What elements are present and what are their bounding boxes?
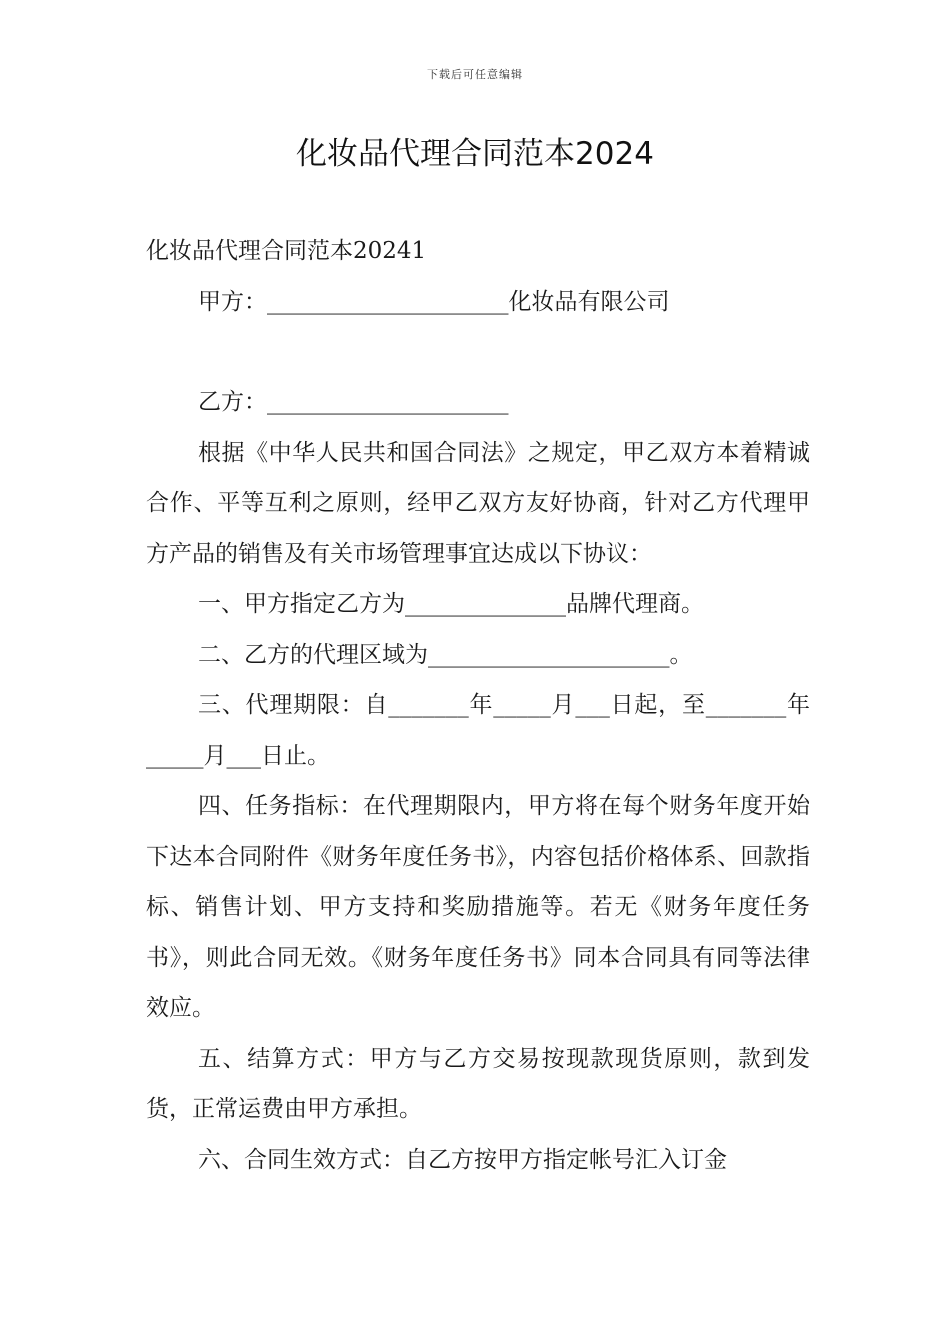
party-a-line: 甲方：_____________________化妆品有限公司 [198, 288, 670, 315]
clause-5: 五、结算方式：甲方与乙方交易按现款现货原则，款到发货，正常运费由甲方承担。 [146, 1045, 810, 1122]
document-title: 化妆品代理合同范本2024 [296, 136, 654, 172]
clause-2: 二、乙方的代理区域为_____________________。 [198, 641, 693, 668]
party-b-line: 乙方：_____________________ [198, 389, 509, 415]
preamble-paragraph: 根据《中华人民共和国合同法》之规定，甲乙双方本着精诚合作、平等互利之原则，经甲乙双方友好协商，针对乙方代理甲方产品的销售及有关市场管理事宜达成以下协议： [146, 439, 810, 567]
clause-1: 一、甲方指定乙方为______________品牌代理商。 [198, 591, 704, 617]
clause-6: 六、合同生效方式：自乙方按甲方指定帐号汇入订金 [198, 1146, 727, 1173]
clause-4: 四、任务指标：在代理期限内，甲方将在每个财务年度开始下达本合同附件《财务年度任务书》，内容包括价格体系、回款指标、销售计划、甲方支持和奖励措施等。若无《财务年度任务书》，则此合同无效。《财务年度任务书》同本合同具有同等法律效应。 [146, 793, 810, 1021]
subtitle-paragraph: 化妆品代理合同范本20241 [146, 238, 427, 264]
clause-3: 三、代理期限：自_______年_____月___日起，至_______年_____月___日止。 [146, 692, 810, 769]
blank-line [146, 327, 810, 377]
header-note: 下载后可任意编辑 [427, 68, 523, 81]
document-body [146, 226, 810, 1185]
